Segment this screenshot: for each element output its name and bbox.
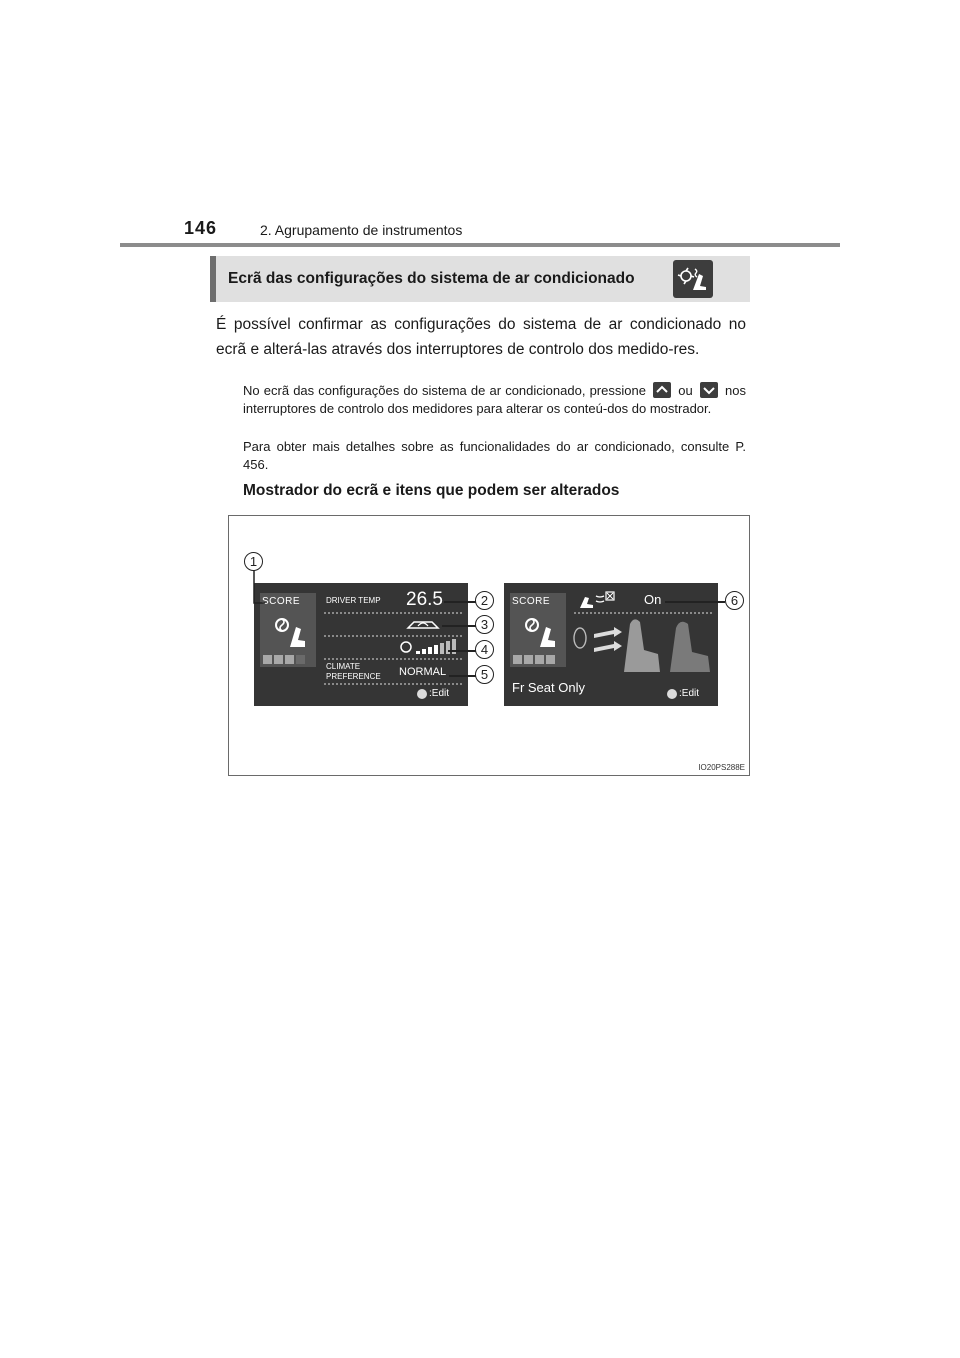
chevron-up-icon — [653, 382, 671, 398]
climate-label-2: PREFERENCE — [326, 672, 381, 681]
intro-paragraph: É possível confirmar as configurações do sistema de ar condicionado no ecrã e alterá-las através dos interruptores de controlo dos medido-res. — [216, 316, 746, 358]
edit-label: :Edit — [679, 688, 700, 699]
note1-text-a: No ecrã das configurações do sistema de ar condicionado, pressione — [243, 383, 646, 398]
callout-5: 5 — [475, 665, 494, 684]
status-value: On — [644, 592, 662, 607]
callout-2: 2 — [475, 591, 494, 610]
header-rule — [120, 243, 840, 247]
callout-leader-4 — [448, 650, 476, 652]
climate-mode-value: NORMAL — [399, 666, 447, 678]
score-label: SCORE — [262, 596, 301, 607]
seat-mode-value: Fr Seat Only — [512, 680, 585, 695]
page-number: 146 — [184, 218, 218, 238]
temperature-value: 26.5 — [406, 589, 443, 610]
callout-1: 1 — [244, 552, 263, 571]
score-label: SCORE — [512, 596, 551, 607]
callout-3: 3 — [475, 615, 494, 634]
driver-temp-label: DRIVER TEMP — [326, 596, 381, 605]
note1-text-b: ou — [678, 383, 693, 398]
note-reference: Para obter mais detalhes sobre as funcionalidades do ar condicionado, consulte P. 456. — [243, 439, 746, 472]
callout-6: 6 — [725, 591, 744, 610]
climate-label-1: CLIMATE — [326, 662, 361, 671]
note-buttons — [243, 382, 746, 417]
display-figure — [228, 515, 750, 776]
climate-settings-icon — [673, 260, 713, 298]
section-title: 2. Agrupamento de instrumentos — [260, 222, 463, 238]
figure-code: IO20PS288E — [698, 763, 745, 772]
callout-leader-6 — [665, 601, 725, 603]
note1-text-c: nos interruptores de controlo dos medidores para alterar os conteú-dos do mostrador. — [243, 383, 746, 416]
callout-leader-3 — [442, 625, 476, 627]
callout-leader-2 — [444, 601, 476, 603]
callout-leader-5 — [449, 675, 476, 677]
sub-heading: Mostrador do ecrã e itens que podem ser alterados — [243, 482, 620, 499]
chevron-down-icon — [700, 382, 718, 398]
section-title-band — [210, 256, 750, 302]
title-band-text: Ecrã das configurações do sistema de ar condicionado — [228, 270, 635, 287]
edit-label: :Edit — [429, 688, 450, 699]
callout-4: 4 — [475, 640, 494, 659]
